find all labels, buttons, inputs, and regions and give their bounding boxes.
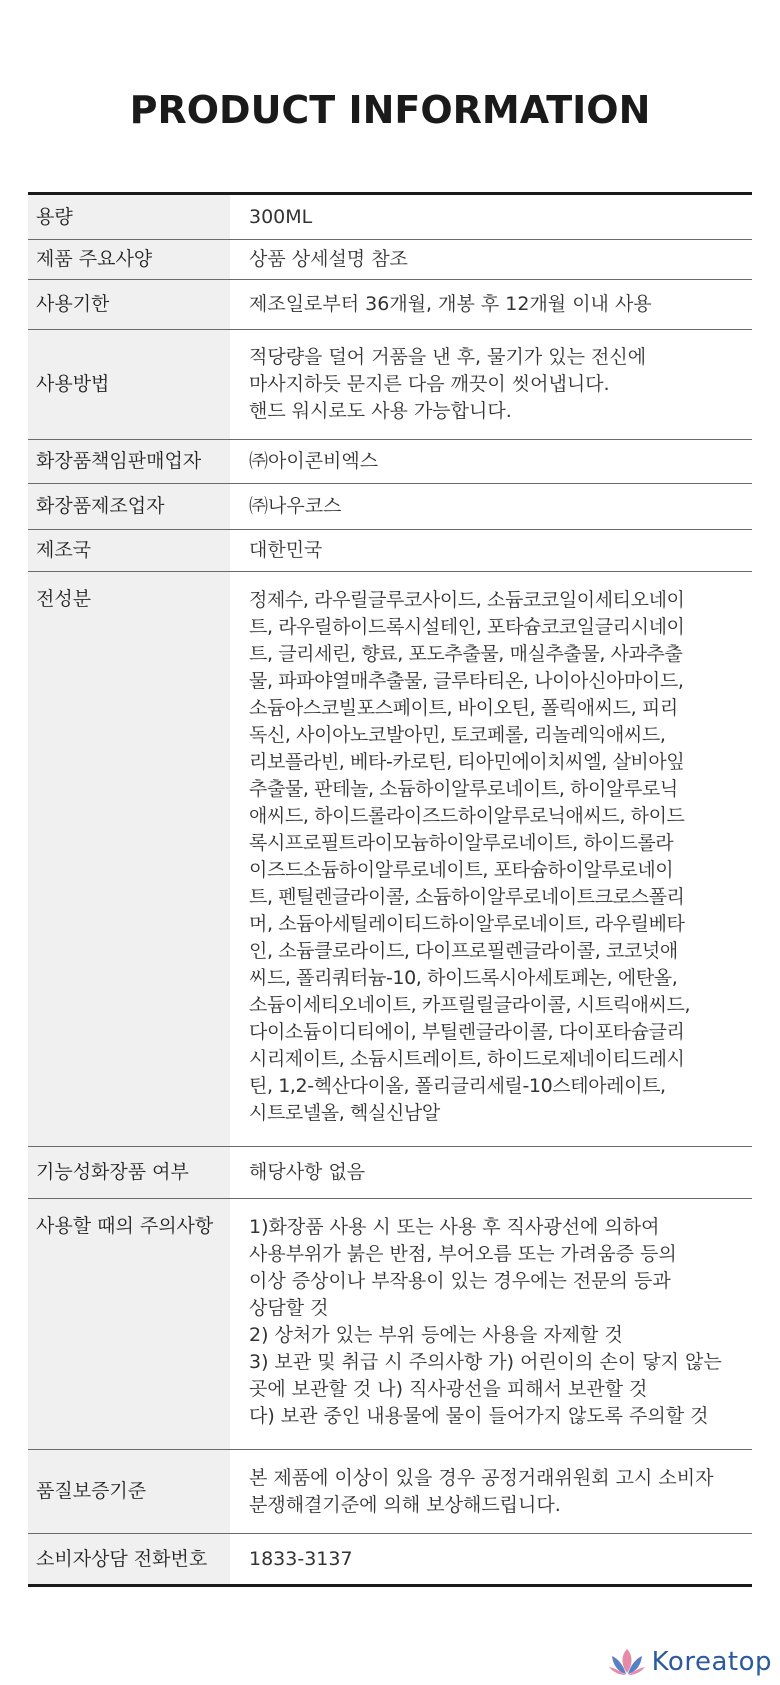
value-line: 씨드, 폴리쿼터늄-10, 하이드록시아세토페논, 에탄올, — [249, 967, 678, 989]
row-value — [230, 440, 752, 484]
value-line: 2) 상처가 있는 부위 등에는 사용을 자제할 것 — [249, 1324, 623, 1346]
value-line: 이즈드소듐하이알루로네이트, 포타슘하이알루로네이 — [249, 859, 674, 881]
info-row-volume — [28, 194, 752, 240]
value-line: 상담할 것 — [249, 1297, 329, 1319]
row-label: 소비자상담 전화번호 — [28, 1534, 230, 1586]
row-label: 사용할 때의 주의사항 — [28, 1199, 230, 1450]
value-line: 핸드 워시로도 사용 가능합니다. — [249, 400, 512, 422]
row-label: 화장품책임판매업자 — [28, 440, 230, 484]
value-line: 록시프로필트라이모늄하이알루로네이트, 하이드롤라 — [249, 832, 674, 854]
info-row-cautions — [28, 1199, 752, 1450]
value-line: 다) 보관 중인 내용물에 물이 들어가지 않도록 주의할 것 — [249, 1405, 709, 1427]
value-line: 소듐아스코빌포스페이트, 바이오틴, 폴릭애씨드, 피리 — [249, 697, 678, 719]
value-line: 마사지하듯 문지른 다음 깨끗이 씻어냅니다. — [249, 373, 610, 395]
info-row-phone — [28, 1534, 752, 1586]
info-row-warranty — [28, 1450, 752, 1534]
value-line: 틴, 1,2-헥산다이올, 폴리글리세릴-10스테아레이트, — [249, 1075, 666, 1097]
row-label: 제품 주요사양 — [28, 240, 230, 280]
value-line: 트, 펜틸렌글라이콜, 소듐하이알루로네이트크로스폴리 — [249, 886, 685, 908]
info-row-usage — [28, 330, 752, 440]
info-row-functional — [28, 1147, 752, 1199]
value-line: 물, 파파야열매추출물, 글루타티온, 나이아신아마이드, — [249, 670, 684, 692]
value-line: 정제수, 라우릴글루코사이드, 소듐코코일이세티오네이 — [249, 589, 685, 611]
info-row-manufacturer — [28, 484, 752, 530]
info-row-spec — [28, 240, 752, 280]
value-line: 이상 증상이나 부작용이 있는 경우에는 전문의 등과 — [249, 1270, 671, 1292]
value-line: 1)화장품 사용 시 또는 사용 후 직사광선에 의하여 — [249, 1216, 660, 1238]
value-line: 시트로넬올, 헥실신남알 — [249, 1102, 440, 1124]
row-label: 용량 — [28, 194, 230, 240]
row-label: 사용방법 — [28, 330, 230, 440]
row-value — [230, 530, 752, 572]
value-line: 트, 글리세린, 향료, 포도추출물, 매실추출물, 사과추출 — [249, 643, 683, 665]
row-value — [230, 484, 752, 530]
value-line: 다이소듐이디티에이, 부틸렌글라이콜, 다이포타슘글리 — [249, 1021, 685, 1043]
value-line: 애씨드, 하이드롤라이즈드하이알루로닉애씨드, 하이드 — [249, 805, 685, 827]
info-row-distributor — [28, 440, 752, 484]
page-title: PRODUCT INFORMATION — [129, 88, 651, 132]
row-value — [230, 240, 752, 280]
value-line: 상품 상세설명 참조 — [249, 248, 408, 270]
row-value — [230, 1147, 752, 1199]
info-row-ingredients — [28, 572, 752, 1147]
row-label: 품질보증기준 — [28, 1450, 230, 1534]
value-line: ㈜나우코스 — [249, 495, 342, 517]
info-row-expiry — [28, 280, 752, 330]
row-value — [230, 194, 752, 240]
row-value — [230, 280, 752, 330]
value-line: 시리제이트, 소듐시트레이트, 하이드로제네이티드레시 — [249, 1048, 685, 1070]
row-value — [230, 572, 752, 1147]
row-value — [230, 1534, 752, 1586]
value-line: 소듐이세티오네이트, 카프릴릴글라이콜, 시트릭애씨드, — [249, 994, 691, 1016]
value-line: 대한민국 — [249, 539, 323, 561]
value-line: 독신, 사이아노코발아민, 토코페롤, 리놀레익애씨드, — [249, 724, 666, 746]
value-line: 트, 라우릴하이드록시설테인, 포타슘코코일글리시네이 — [249, 616, 685, 638]
row-value — [230, 1199, 752, 1450]
value-line: 추출물, 판테놀, 소듐하이알루로네이트, 하이알루로닉 — [249, 778, 678, 800]
value-line: 사용부위가 붉은 반점, 부어오름 또는 가려움증 등의 — [249, 1243, 677, 1265]
brand-logo — [608, 1647, 772, 1677]
value-line: 1833-3137 — [249, 1547, 353, 1570]
value-line: 적당량을 덜어 거품을 낸 후, 물기가 있는 전신에 — [249, 346, 647, 368]
row-label: 사용기한 — [28, 280, 230, 330]
row-label: 제조국 — [28, 530, 230, 572]
row-label: 전성분 — [28, 572, 230, 1147]
row-label: 기능성화장품 여부 — [28, 1147, 230, 1199]
value-line: 리보플라빈, 베타-카로틴, 티아민에이치씨엘, 살비아잎 — [249, 751, 685, 773]
info-row-country — [28, 530, 752, 572]
value-line: 머, 소듐아세틸레이티드하이알루로네이트, 라우릴베타 — [249, 913, 685, 935]
value-line: 곳에 보관할 것 나) 직사광선을 피해서 보관할 것 — [249, 1378, 648, 1400]
value-line: 3) 보관 및 취급 시 주의사항 가) 어린이의 손이 닿지 않는 — [249, 1351, 722, 1373]
lotus-icon — [608, 1647, 646, 1677]
value-line: 해당사항 없음 — [249, 1161, 366, 1183]
value-line: 인, 소듐클로라이드, 다이프로필렌글라이콜, 코코넛애 — [249, 940, 678, 962]
value-line: ㈜아이콘비엑스 — [249, 450, 379, 472]
value-line: 300ML — [249, 205, 313, 228]
row-label: 화장품제조업자 — [28, 484, 230, 530]
product-info-table — [28, 192, 752, 1587]
value-line: 본 제품에 이상이 있을 경우 공정거래위원회 고시 소비자 — [249, 1466, 714, 1489]
row-value — [230, 1450, 752, 1534]
brand-name: Koreatop — [651, 1647, 772, 1677]
value-line: 분쟁해결기준에 의해 보상해드립니다. — [249, 1493, 561, 1516]
row-value — [230, 330, 752, 440]
value-line: 제조일로부터 36개월, 개봉 후 12개월 이내 사용 — [249, 293, 652, 315]
